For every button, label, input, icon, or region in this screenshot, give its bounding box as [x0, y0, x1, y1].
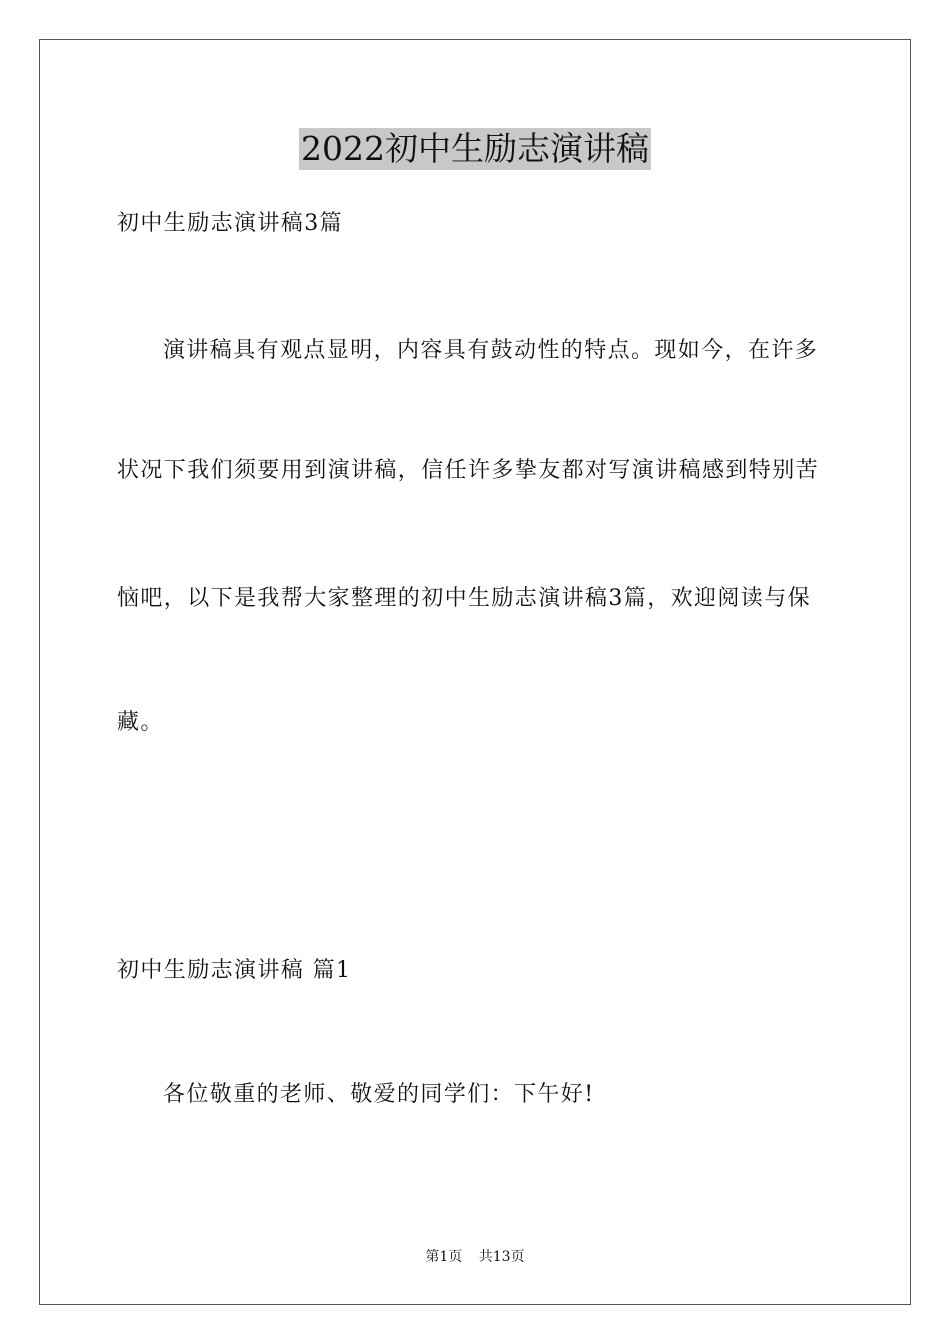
intro-paragraph-line-1: 演讲稿具有观点显明，内容具有鼓动性的特点。现如今，在许多	[163, 338, 819, 363]
intro-paragraph-line-2: 状况下我们须要用到演讲稿，信任许多挚友都对写演讲稿感到特别苦	[117, 458, 820, 483]
intro-paragraph-line-3: 恼吧，以下是我帮大家整理的初中生励志演讲稿3篇，欢迎阅读与保	[117, 586, 811, 611]
page-number-current: 第1页	[425, 1249, 463, 1265]
section-heading: 初中生励志演讲稿 篇1	[117, 958, 352, 983]
page-number-total: 共13页	[478, 1249, 525, 1265]
document-subtitle: 初中生励志演讲稿3篇	[117, 211, 343, 236]
title-container	[0, 128, 950, 170]
greeting-line: 各位敬重的老师、敬爱的同学们：下午好!	[163, 1082, 595, 1107]
document-title: 2022初中生励志演讲稿	[301, 129, 649, 168]
page-footer	[0, 1248, 950, 1266]
intro-paragraph-line-4: 藏。	[117, 710, 164, 735]
